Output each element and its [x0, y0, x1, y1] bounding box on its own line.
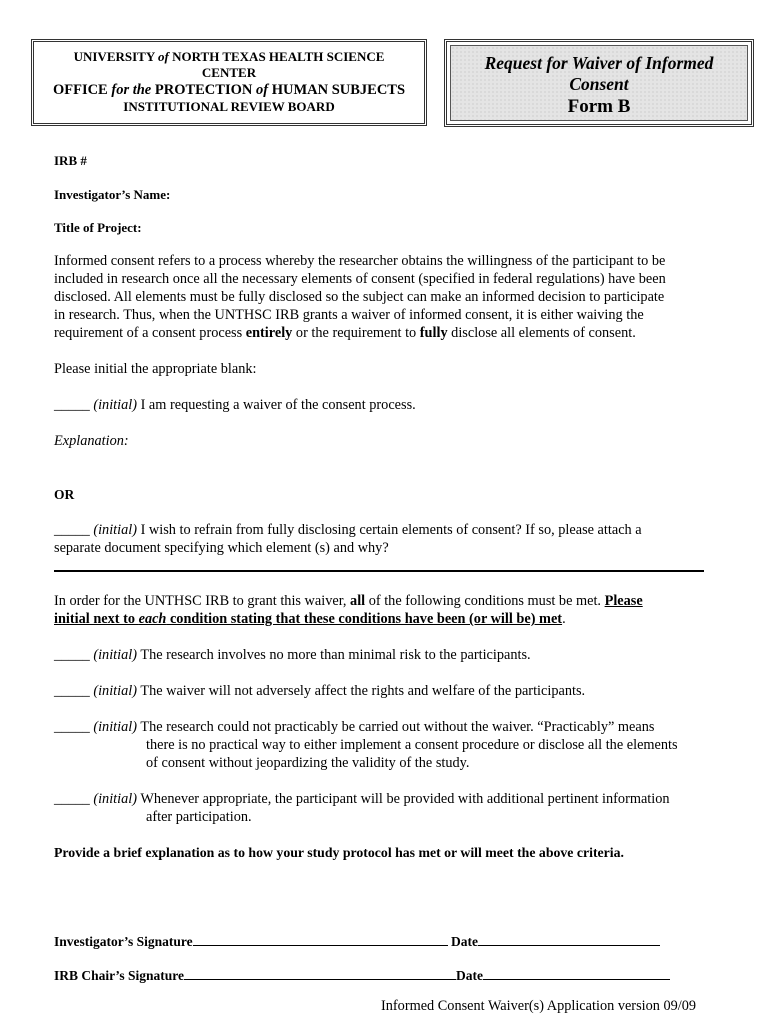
explanation-label: Explanation:: [54, 433, 129, 449]
intro-line-2: included in research once all the necessary elements of consent (specified in federal regulations) have been: [54, 271, 666, 287]
criterion-minimal-risk: _____ (initial) The research involves no more than minimal risk to the participants.: [54, 647, 531, 663]
investigator-signature-row: Investigator’s Signature Date: [54, 933, 714, 951]
initial-blank[interactable]: _____: [54, 791, 90, 807]
board-name: INSTITUTIONAL REVIEW BOARD: [123, 99, 335, 114]
form-title-box: [444, 39, 754, 127]
form-label: Form B: [567, 96, 631, 117]
footer-version: Informed Consent Waiver(s) Application version 09/09: [381, 998, 697, 1014]
criterion-practicability-line3: of consent without jeopardizing the validity of the study.: [146, 755, 470, 771]
intro-line-3: disclosed. All elements must be fully disclosed so the subject can make an informed decision to participate: [54, 289, 665, 305]
criterion-debriefing-line2: after participation.: [146, 809, 252, 825]
investigator-name-field: Investigator’s Name:: [54, 187, 171, 202]
institution-header-box: [31, 39, 427, 126]
intro-line-5: requirement of a consent process entirely or the requirement to fully disclose all elements of consent.: [54, 325, 636, 341]
section-divider: [54, 570, 704, 572]
investigator-signature-line[interactable]: [193, 933, 448, 946]
institution-name-line1: UNIVERSITY of NORTH TEXAS HEALTH SCIENCE: [73, 49, 385, 64]
chair-signature-line[interactable]: [184, 967, 456, 980]
criterion-practicability-line2: there is no practical way to either implement a consent procedure or disclose all the elements: [146, 737, 678, 753]
form-title-line1: Request for Waiver of Informed: [484, 53, 714, 73]
initial-blank[interactable]: _____: [54, 683, 90, 699]
investigator-date-line[interactable]: [478, 933, 660, 946]
please-initial-instruction: Please initial the appropriate blank:: [54, 361, 257, 377]
criterion-rights-welfare: _____ (initial) The waiver will not adversely affect the rights and welfare of the participants.: [54, 683, 586, 699]
option-partial-disclosure-line1: _____ (initial) I wish to refrain from fully disclosing certain elements of consent? If so, please attach a: [54, 522, 642, 538]
criterion-debriefing-line1: _____ (initial) Whenever appropriate, the participant will be provided with additional pertinent information: [54, 791, 670, 807]
chair-signature-row: IRB Chair’s Signature Date: [54, 967, 714, 985]
irb-number-field: IRB #: [54, 153, 87, 168]
option-partial-disclosure-line2: separate document specifying which element (s) and why?: [54, 540, 389, 556]
criterion-practicability-line1: _____ (initial) The research could not practicably be carried out without the waiver. “Practicably” means: [54, 719, 655, 735]
initial-blank[interactable]: _____: [54, 719, 90, 735]
form-title-line2: Consent: [569, 74, 629, 94]
or-separator: OR: [54, 487, 75, 502]
initial-blank[interactable]: _____: [54, 522, 90, 538]
provide-explanation-instruction: Provide a brief explanation as to how your study protocol has met or will meet the above criteria.: [54, 845, 624, 860]
project-title-field: Title of Project:: [54, 220, 142, 235]
intro-line-4: in research. Thus, when the UNTHSC IRB grants a waiver of informed consent, it is either waiving the: [54, 307, 644, 323]
conditions-intro-line1: In order for the UNTHSC IRB to grant this waiver, all of the following conditions must be met. Please: [54, 593, 643, 609]
institution-name-line2: CENTER: [201, 65, 257, 80]
intro-line-1: Informed consent refers to a process whereby the researcher obtains the willingness of the participant to be: [54, 253, 666, 269]
option-waiver-request: _____ (initial) I am requesting a waiver of the consent process.: [54, 397, 416, 413]
conditions-intro-line2: initial next to each condition stating that these conditions have been (or will be) met.: [54, 611, 566, 627]
initial-blank[interactable]: _____: [54, 397, 90, 413]
office-name: OFFICE for the PROTECTION of HUMAN SUBJECTS: [52, 82, 406, 98]
initial-blank[interactable]: _____: [54, 647, 90, 663]
chair-date-line[interactable]: [483, 967, 670, 980]
